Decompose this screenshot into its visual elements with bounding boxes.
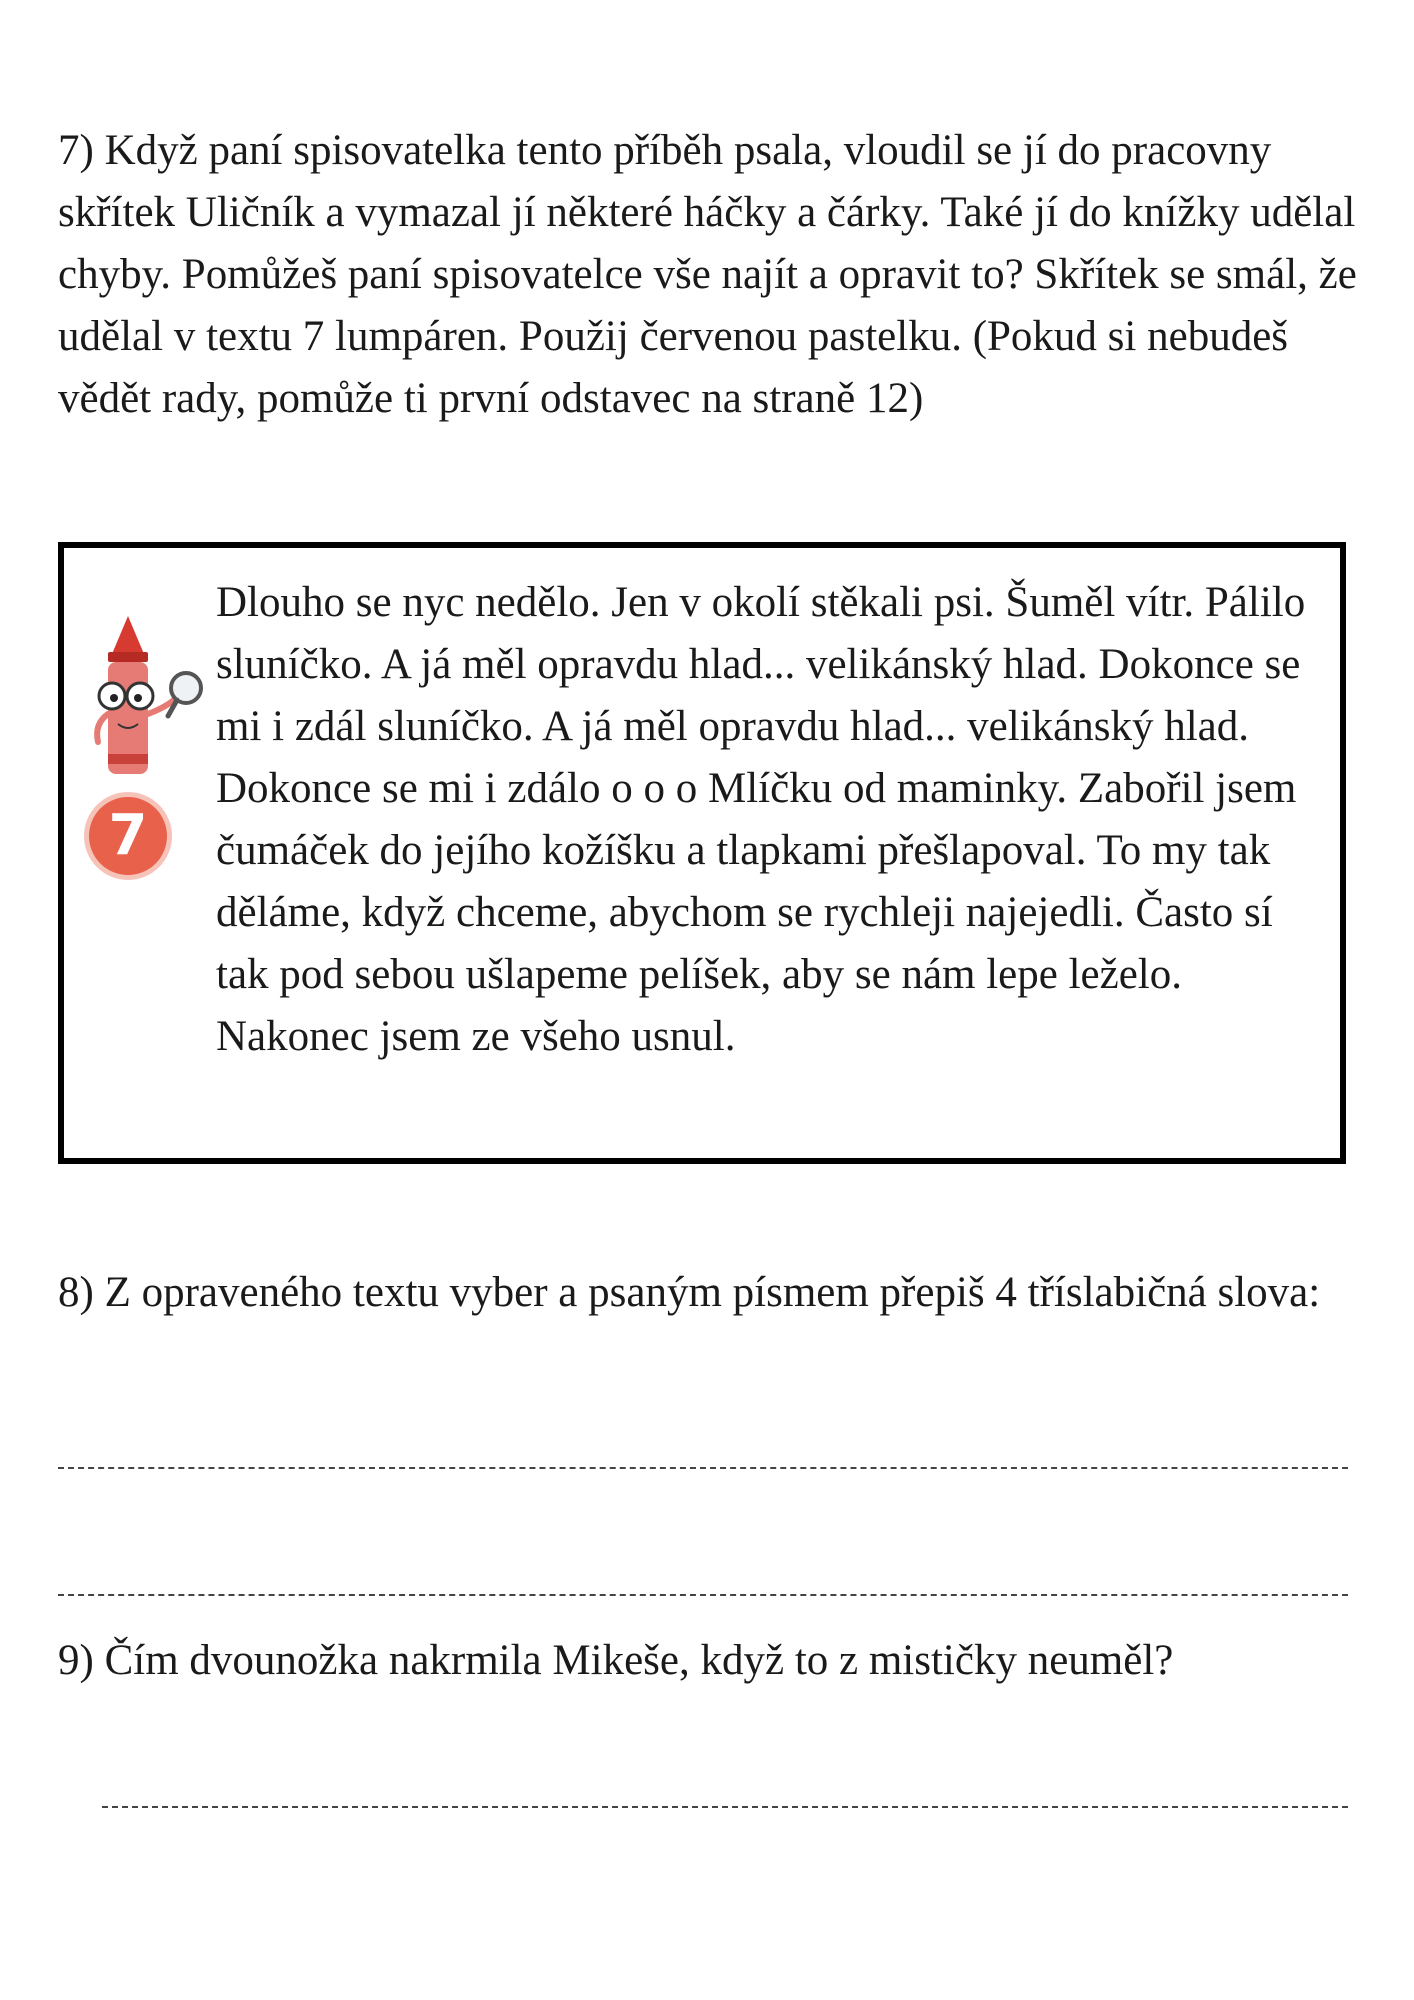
question-9-text: 9) Čím dvounožka nakrmila Mikeše, když to z mističky neuměl? — [58, 1637, 1174, 1684]
question-8-text: 8) Z opraveného textu vyber a psaným písmem přepiš 4 tříslabičná slova: — [58, 1269, 1321, 1316]
question-7-text: 7) Když paní spisovatelka tento příběh psala, vloudil se jí do pracovny skřítek Uličník a vymazal jí některé háčky a čárky. Také jí do knížky udělal chyby. Pomůžeš paní spisovatelce vše najít a opravit to? Skřítek se smál, že udělal v textu 7 lumpáren. Použij červenou pastelku. (Pokud si nebudeš vědět rady, pomůže ti první odstavec na straně 12) — [58, 127, 1357, 422]
story-box — [58, 542, 1346, 1164]
story-text: Dlouho se nyc nedělo. Jen v okolí stěkali psi. Šuměl vítr. Pálilo sluníčko. A já měl opravdu hlad... velikánský hlad. Dokonce se mi i zdál sluníčko. A já měl opravdu hlad... velikánský hlad. Dokonce se mi i zdálo o o o Mlíčku od maminky. Zabořil jsem čumáček do jejího kožíšku a tlapkami přešlapoval. To my tak děláme, když chceme, abychom se rychleji najejedli. Často sí tak pod sebou ušlapeme pelíšek, aby se nám lepe leželo. Nakonec jsem ze všeho usnul. — [216, 579, 1306, 1060]
exercise-number-badge: 7 — [84, 792, 172, 880]
answer-line[interactable] — [58, 1467, 1348, 1469]
red-crayon-magnifier-icon — [78, 604, 208, 804]
answer-line[interactable] — [102, 1806, 1348, 1808]
answer-line[interactable] — [58, 1594, 1348, 1596]
